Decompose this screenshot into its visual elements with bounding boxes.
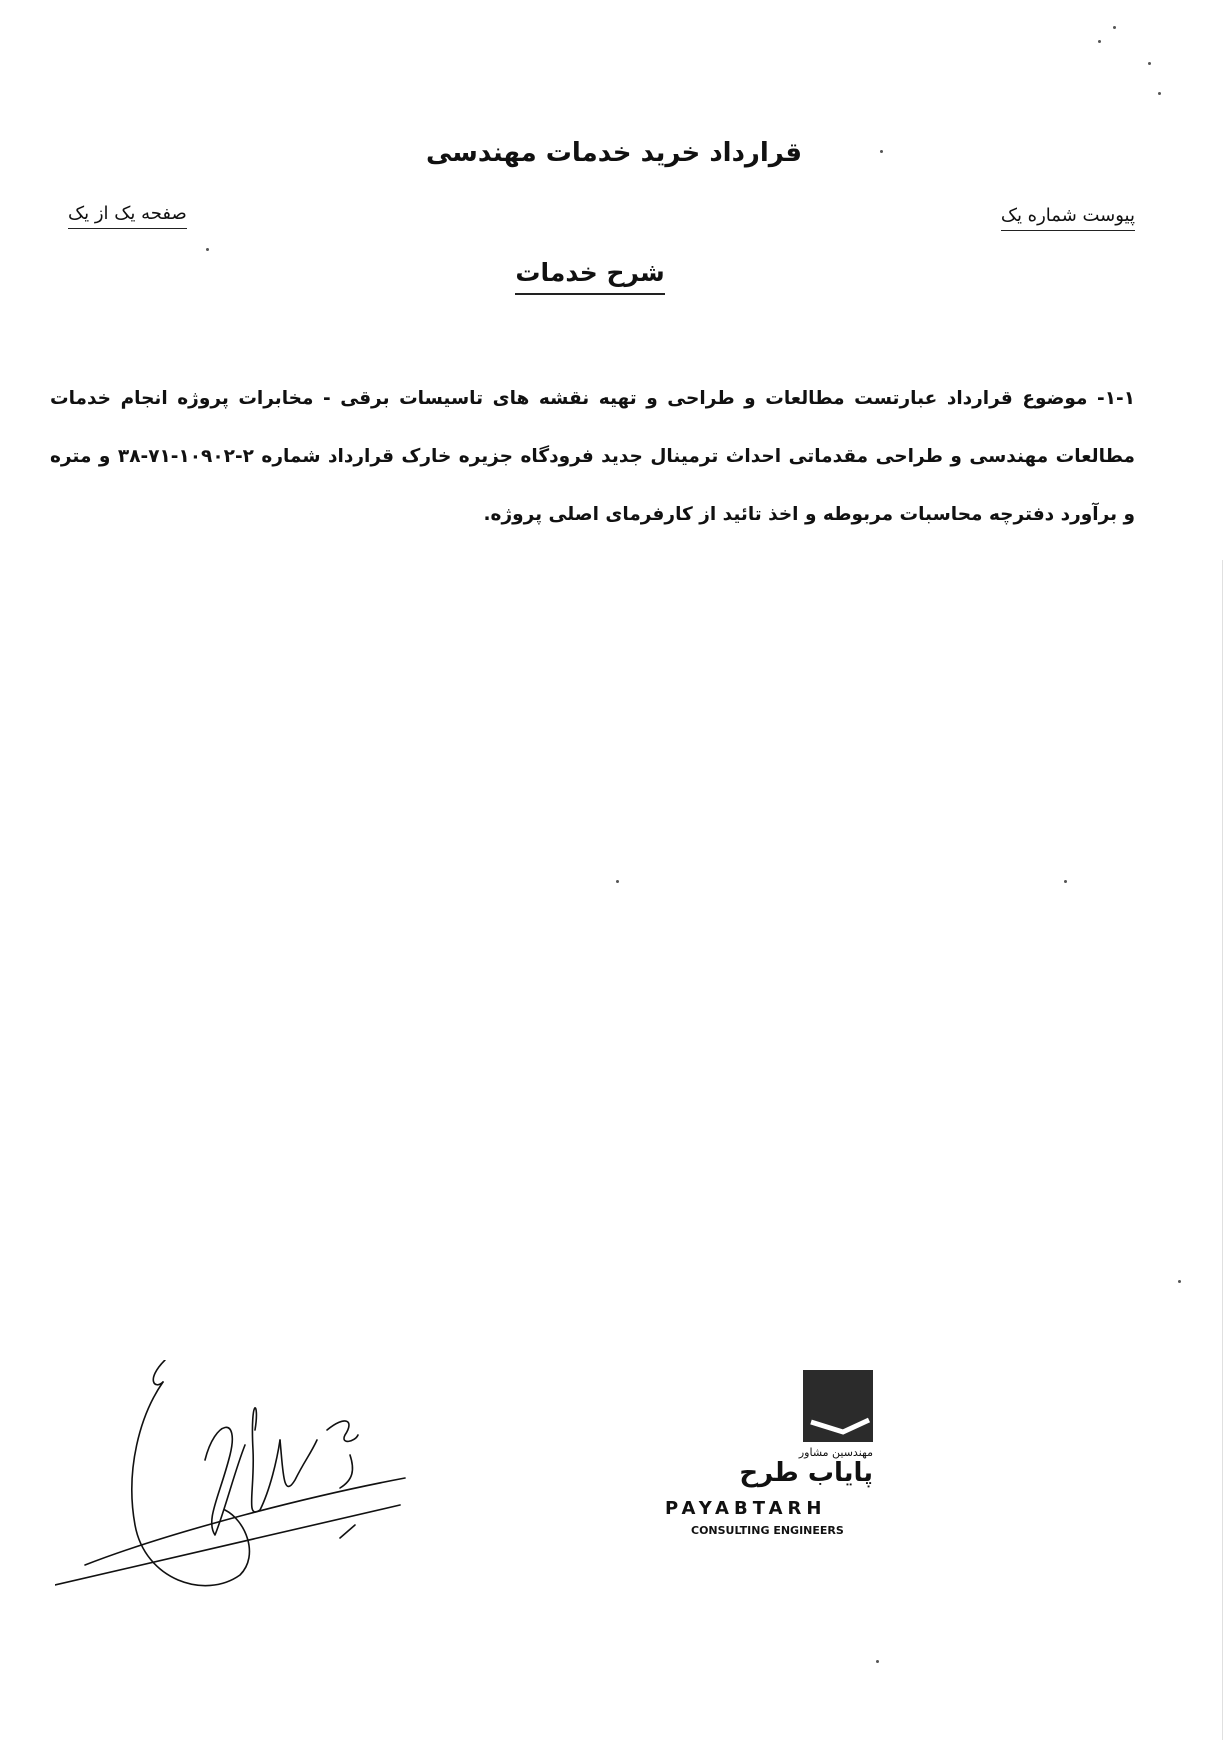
- company-logo-icon: [803, 1370, 873, 1442]
- stamp-company-name-fa: پایاب طرح: [739, 1458, 873, 1488]
- scan-speck: [206, 248, 209, 251]
- scan-speck: [1064, 880, 1067, 883]
- company-stamp: [655, 1368, 885, 1548]
- scan-edge-line: [1222, 560, 1223, 1740]
- scan-speck: [1098, 40, 1101, 43]
- scan-speck: [616, 880, 619, 883]
- body-paragraph: ۱-۱- موضوع قرارداد عبارتست مطالعات و طراحی و تهیه نقشه های تاسیسات برقی - مخابرات پروژه انجام خدمات مطالعات مهندسی و طراحی مقدماتی احداث ترمینال جدید فرودگاه جزیره خارک قرارداد شماره ۲-۱۰۹۰۲-۷۱-۳۸ و متره و برآورد دفترچه محاسبات مربوطه و اخذ تائید از کارفرمای اصلی پروژه.: [50, 388, 1135, 525]
- scan-speck: [876, 1660, 879, 1663]
- scan-speck: [1178, 1280, 1181, 1283]
- scan-speck: [880, 150, 883, 153]
- scan-speck: [1148, 62, 1151, 65]
- document-title: قرارداد خرید خدمات مهندسی: [425, 138, 803, 168]
- stamp-company-type-en: CONSULTING ENGINEERS: [691, 1524, 844, 1537]
- signature-icon: [55, 1360, 465, 1600]
- page-count: صفحه یک از یک: [68, 203, 187, 229]
- annex-label: پیوست شماره یک: [1001, 205, 1135, 231]
- stamp-company-type-fa: مهندسین مشاور: [798, 1446, 873, 1459]
- scan-speck: [1158, 92, 1161, 95]
- section-title-wrapper: [0, 258, 1180, 295]
- scan-speck: [1113, 26, 1116, 29]
- section-title: شرح خدمات: [515, 258, 664, 295]
- stamp-company-name-en: PAYABTARH: [665, 1498, 827, 1519]
